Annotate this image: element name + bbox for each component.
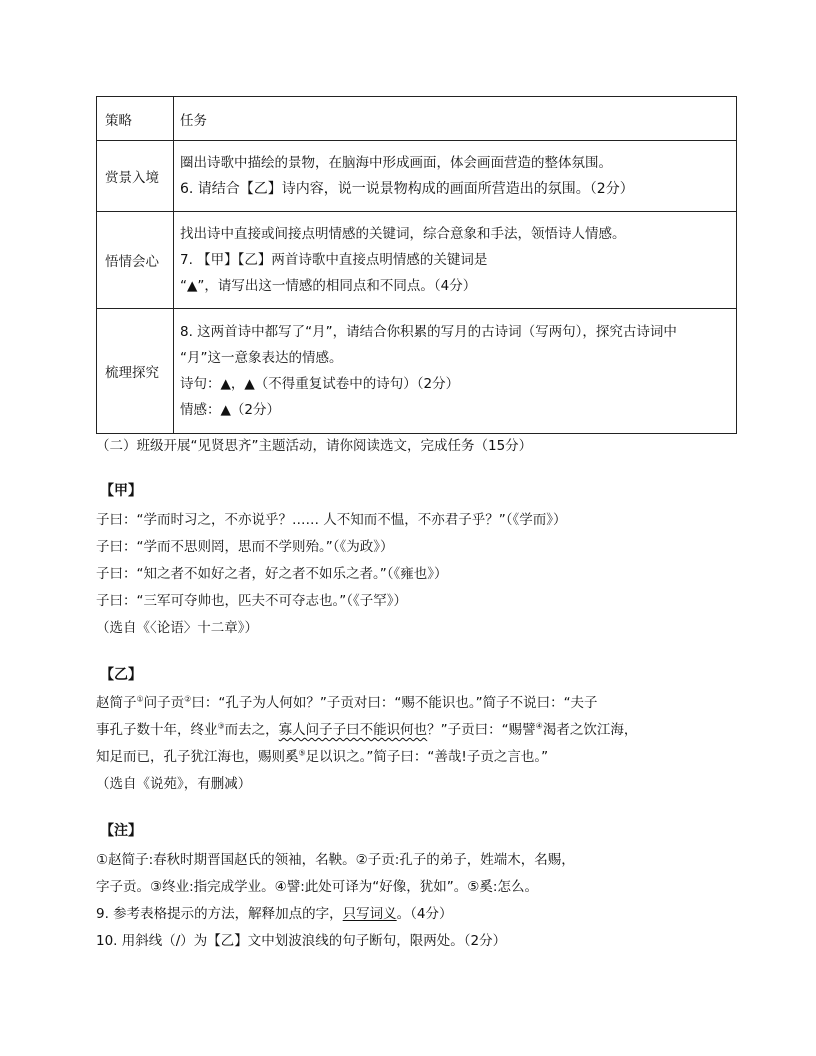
question-9 bbox=[96, 904, 453, 924]
question-6: 6. 请结合【乙】诗内容，说一说景物构成的画面所营造出的氛围。（2分） bbox=[180, 181, 634, 197]
table-header-row bbox=[97, 97, 737, 141]
yi-text: 赵简子 bbox=[96, 695, 137, 711]
table-row bbox=[97, 309, 737, 434]
q9-text: 9. 参考表格提示的方法，解释加点的字， bbox=[96, 906, 343, 922]
task-cell bbox=[174, 141, 737, 212]
note-marker: ① bbox=[136, 694, 144, 704]
yi-text: 问子贡 bbox=[143, 695, 185, 711]
yi-text: ？”子贡曰：“赐譬 bbox=[427, 722, 536, 738]
yi-text: 而去之， bbox=[224, 722, 279, 738]
yi-text: 渴者之饮江海， bbox=[542, 722, 638, 738]
yi-line-1 bbox=[96, 693, 598, 713]
task-line: 圈出诗歌中描绘的景物，在脑海中形成画面，体会画面营造的整体氛围。 bbox=[180, 155, 612, 171]
question-7-cont: “▲”，请写出这一情感的相同点和不同点。（4分） bbox=[180, 278, 477, 294]
jia-heading: 【甲】 bbox=[100, 483, 142, 499]
yi-source: （选自《说苑》，有删减） bbox=[96, 776, 252, 792]
question-10: 10. 用斜线（/）为【乙】文中划波浪线的句子断句，限两处。（2分） bbox=[96, 933, 507, 949]
note-marker: ⑤ bbox=[298, 748, 306, 758]
strategy-cell: 梳理探究 bbox=[97, 309, 174, 434]
yi-line-3 bbox=[96, 747, 548, 767]
question-7: 7. 【甲】【乙】两首诗歌中直接点明情感的关键词是 bbox=[180, 252, 488, 268]
note-marker: ② bbox=[184, 694, 192, 704]
section2-intro: （二）班级开展“见贤思齐”主题活动，请你阅读选文，完成任务（15分） bbox=[96, 438, 533, 454]
task-cell bbox=[174, 212, 737, 309]
jia-line-1: 子曰：“学而时习之，不亦说乎？…… 人不知而不愠，不亦君子乎？”（《学而》） bbox=[96, 512, 567, 528]
jia-source: （选自《〈论语〉十二章》） bbox=[96, 620, 258, 636]
jia-line-2: 子曰：“学而不思则罔，思而不学则殆。”（《为政》） bbox=[96, 539, 394, 555]
table-row bbox=[97, 141, 737, 212]
yi-line-2 bbox=[96, 720, 637, 740]
jia-line-3: 子曰：“知之者不如好之者，好之者不如乐之者。”（《雍也》） bbox=[96, 566, 448, 582]
notes-heading: 【注】 bbox=[100, 823, 142, 839]
question-8-cont: “月”这一意象表达的情感。 bbox=[180, 350, 343, 366]
notes-line-2: 字子贡。③终业:指完成学业。④譬:此处可译为“好像，犹如”。⑤奚:怎么。 bbox=[96, 879, 538, 895]
poem-lines-prompt: 诗句：▲，▲（不得重复试卷中的诗句）（2分） bbox=[180, 376, 460, 392]
q9-text: 。（4分） bbox=[396, 906, 453, 922]
yi-text: 知足而已，孔子犹江海也，赐则奚 bbox=[96, 749, 299, 765]
strategy-cell: 悟情会心 bbox=[97, 212, 174, 309]
table-row bbox=[97, 212, 737, 309]
emotion-prompt: 情感：▲（2分） bbox=[180, 402, 280, 418]
notes-line-1: ①赵简子:春秋时期晋国赵氏的领袖，名鞅。②子贡:孔子的弟子，姓端木，名赐， bbox=[96, 852, 575, 868]
header-strategy: 策略 bbox=[97, 97, 174, 141]
jia-line-4: 子曰：“三军可夺帅也，匹夫不可夺志也。”（《子罕》） bbox=[96, 593, 407, 609]
strategy-cell: 赏景入境 bbox=[97, 141, 174, 212]
yi-text: 足以识之。”简子曰：“善哉!子贡之言也。” bbox=[305, 749, 549, 765]
note-marker: ④ bbox=[535, 721, 543, 731]
q9-underlined: 只写词义 bbox=[342, 906, 397, 922]
strategy-task-table bbox=[96, 96, 737, 434]
task-line: 找出诗中直接或间接点明情感的关键词，综合意象和手法，领悟诗人情感。 bbox=[180, 226, 626, 242]
task-cell bbox=[174, 309, 737, 434]
yi-text: 事孔子数十年，终业 bbox=[96, 722, 218, 738]
wavy-underlined-sentence: 寡人问子子曰不能识何也 bbox=[278, 722, 428, 738]
yi-text: 曰：“孔子为人何如？”子贡对曰：“赐不能识也。”简子不说曰：“夫子 bbox=[191, 695, 598, 711]
question-8: 8. 这两首诗中都写了“月”，请结合你积累的写月的古诗词（写两句），探究古诗词中 bbox=[180, 324, 677, 340]
note-marker: ③ bbox=[217, 721, 225, 731]
yi-heading: 【乙】 bbox=[100, 667, 142, 683]
header-task: 任务 bbox=[174, 97, 737, 141]
